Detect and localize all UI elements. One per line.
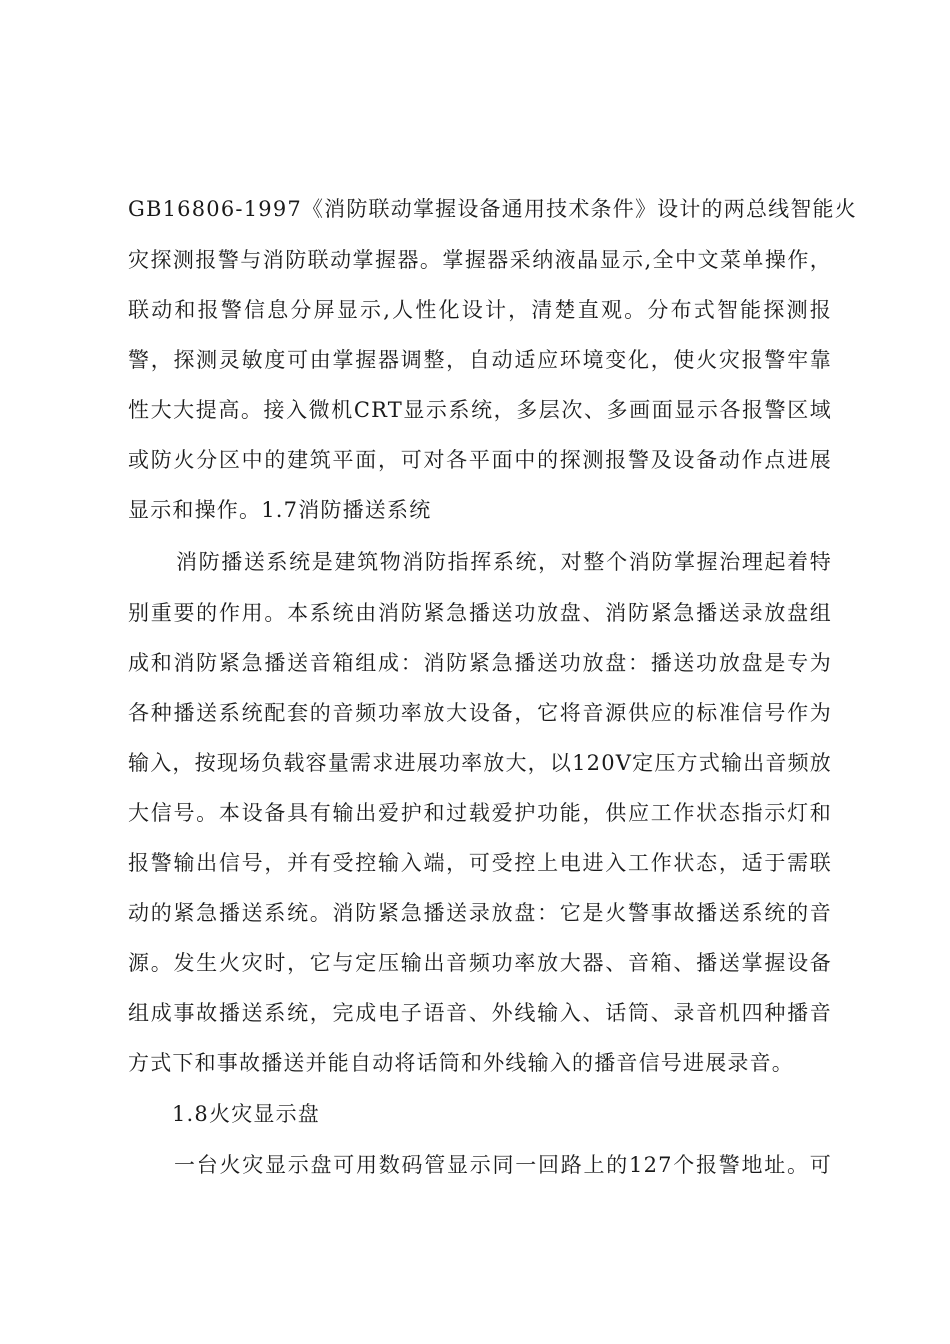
text-line: 成和消防紧急播送音箱组成：消防紧急播送功放盘：播送功放盘是专为 <box>128 651 832 675</box>
text-line: GB16806-1997《消防联动掌握设备通用技术条件》设计的两总线智能火 <box>128 197 857 221</box>
text-line: 性大大提高。接入微机CRT显示系统，多层次、多画面显示各报警区域 <box>128 398 832 422</box>
text-line: 灾探测报警与消防联动掌握器。掌握器采纳液晶显示,全中文菜单操作， <box>128 248 832 272</box>
text-line: 输入，按现场负载容量需求进展功率放大，以120V定压方式输出音频放 <box>128 751 832 775</box>
text-line: 大信号。本设备具有输出爱护和过载爱护功能，供应工作状态指示灯和 <box>128 801 832 825</box>
text-line: 或防火分区中的建筑平面，可对各平面中的探测报警及设备动作点进展 <box>128 448 832 472</box>
text-line: 报警输出信号，并有受控输入端，可受控上电进入工作状态，适于需联 <box>128 851 832 875</box>
text-line: 源。发生火灾时，它与定压输出音频功率放大器、音箱、播送掌握设备 <box>128 951 832 975</box>
text-line: 显示和操作。1.7消防播送系统 <box>128 498 432 522</box>
text-line: 各种播送系统配套的音频功率放大设备，它将音源供应的标准信号作为 <box>128 701 832 725</box>
section-heading: 1.8火灾显示盘 <box>172 1102 320 1126</box>
text-line: 一台火灾显示盘可用数码管显示同一回路上的127个报警地址。可 <box>174 1153 832 1177</box>
text-line: 警，探测灵敏度可由掌握器调整，自动适应环境变化，使火灾报警牢靠 <box>128 348 832 372</box>
text-line: 动的紧急播送系统。消防紧急播送录放盘：它是火警事故播送系统的音 <box>128 901 832 925</box>
text-line: 联动和报警信息分屏显示,人性化设计，清楚直观。分布式智能探测报 <box>128 298 832 322</box>
text-line: 组成事故播送系统，完成电子语音、外线输入、话筒、录音机四种播音 <box>128 1001 832 1025</box>
text-line: 消防播送系统是建筑物消防指挥系统，对整个消防掌握治理起着特 <box>176 550 832 574</box>
text-line: 方式下和事故播送并能自动将话筒和外线输入的播音信号进展录音。 <box>128 1051 794 1075</box>
text-line: 别重要的作用。本系统由消防紧急播送功放盘、消防紧急播送录放盘组 <box>128 601 832 625</box>
